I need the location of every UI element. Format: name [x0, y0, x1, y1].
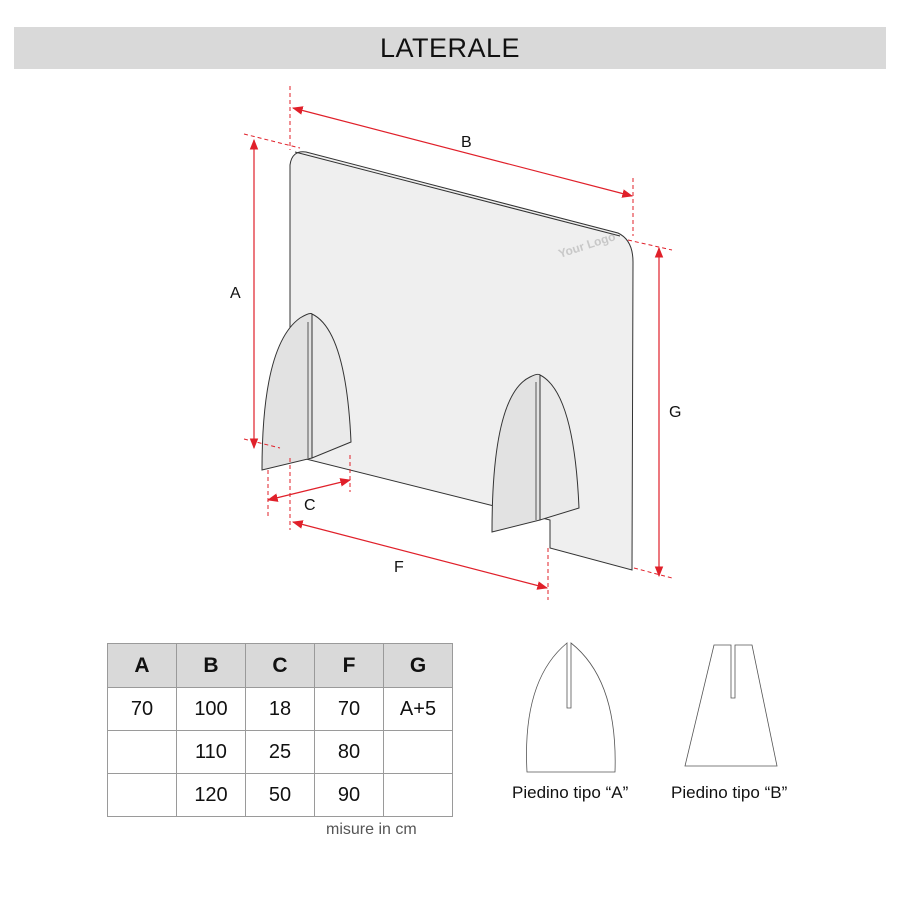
table-cell: 90 — [315, 774, 384, 817]
table-header-cell: G — [384, 644, 453, 688]
units-note: misure in cm — [326, 821, 417, 838]
table-row — [108, 774, 453, 817]
table-header-cell: B — [177, 644, 246, 688]
table-header-cell: A — [108, 644, 177, 688]
table-header-cell: F — [315, 644, 384, 688]
table-header-row — [108, 644, 453, 688]
table-cell — [384, 774, 453, 817]
table-cell: 50 — [246, 774, 315, 817]
foot-type-b-drawing — [685, 645, 777, 766]
table-cell: 18 — [246, 688, 315, 731]
dimension-f-arrow — [293, 522, 547, 588]
dimension-g-label: G — [669, 404, 682, 421]
logo-watermark: Your Logo — [556, 229, 618, 261]
table-cell: 120 — [177, 774, 246, 817]
table-cell: 70 — [108, 688, 177, 731]
table-cell — [108, 731, 177, 774]
dimensions-table — [107, 643, 453, 817]
table-row — [108, 731, 453, 774]
dimension-a-label: A — [230, 285, 241, 302]
table-cell: 100 — [177, 688, 246, 731]
table-row — [108, 688, 453, 731]
dimension-f-label: F — [394, 559, 404, 576]
table-cell: 25 — [246, 731, 315, 774]
screen-panel — [290, 152, 633, 570]
dimension-b-label: B — [461, 134, 472, 151]
dimension-c-label: C — [304, 497, 316, 514]
page-title: LATERALE — [379, 32, 521, 63]
foot-type-a-drawing — [527, 643, 616, 772]
foot-type-a-label: Piedino tipo “A” — [512, 783, 629, 802]
table-cell: 80 — [315, 731, 384, 774]
table-cell: 70 — [315, 688, 384, 731]
table-cell: A+5 — [384, 688, 453, 731]
table-cell — [108, 774, 177, 817]
table-cell: 110 — [177, 731, 246, 774]
table-cell — [384, 731, 453, 774]
table-header-cell: C — [246, 644, 315, 688]
foot-type-b-label: Piedino tipo “B” — [671, 783, 788, 802]
